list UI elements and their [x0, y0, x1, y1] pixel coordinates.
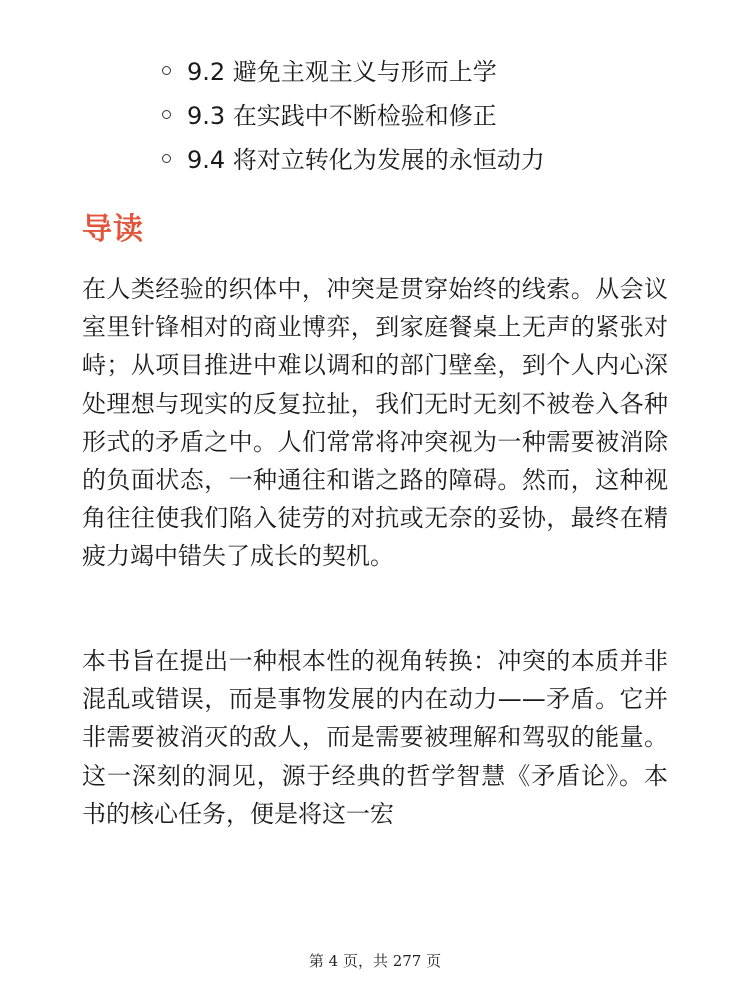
section-heading: 导读 [82, 212, 144, 247]
hollow-circle-bullet-icon [162, 110, 171, 119]
body-paragraph: 在人类经验的织体中，冲突是贯穿始终的线索。从会议室里针锋相对的商业博弈，到家庭餐桌上无声的紧张对峙；从项目推进中难以调和的部门壁垒，到个人内心深处理想与现实的反复拉扯，我们无时无刻不被卷入各种形式的矛盾之中。人们常常将冲突视为一种需要被消除的负面状态，一种通往和谐之路的障碍。然而，这种视角往往使我们陷入徒劳的对抗或无奈的妥协，最终在精疲力竭中错失了成长的契机。 [82, 275, 668, 571]
toc-item-label: 9.2 避免主观主义与形而上学 [187, 58, 497, 86]
hollow-circle-bullet-icon [162, 66, 171, 75]
body-paragraph: 本书旨在提出一种根本性的视角转换：冲突的本质并非混乱或错误，而是事物发展的内在动力——矛盾。它并非需要被消灭的敌人，而是需要被理解和驾驭的能量。这一深刻的洞见，源于经典的哲学智慧《矛盾论》。本书的核心任务，便是将这一宏 [82, 647, 668, 828]
hollow-circle-bullet-icon [162, 154, 171, 163]
toc-item-label: 9.4 将对立转化为发展的永恒动力 [187, 146, 545, 174]
page-number-footer: 第 4 页，共 277 页 [308, 952, 442, 970]
toc-item-label: 9.3 在实践中不断检验和修正 [187, 102, 497, 130]
